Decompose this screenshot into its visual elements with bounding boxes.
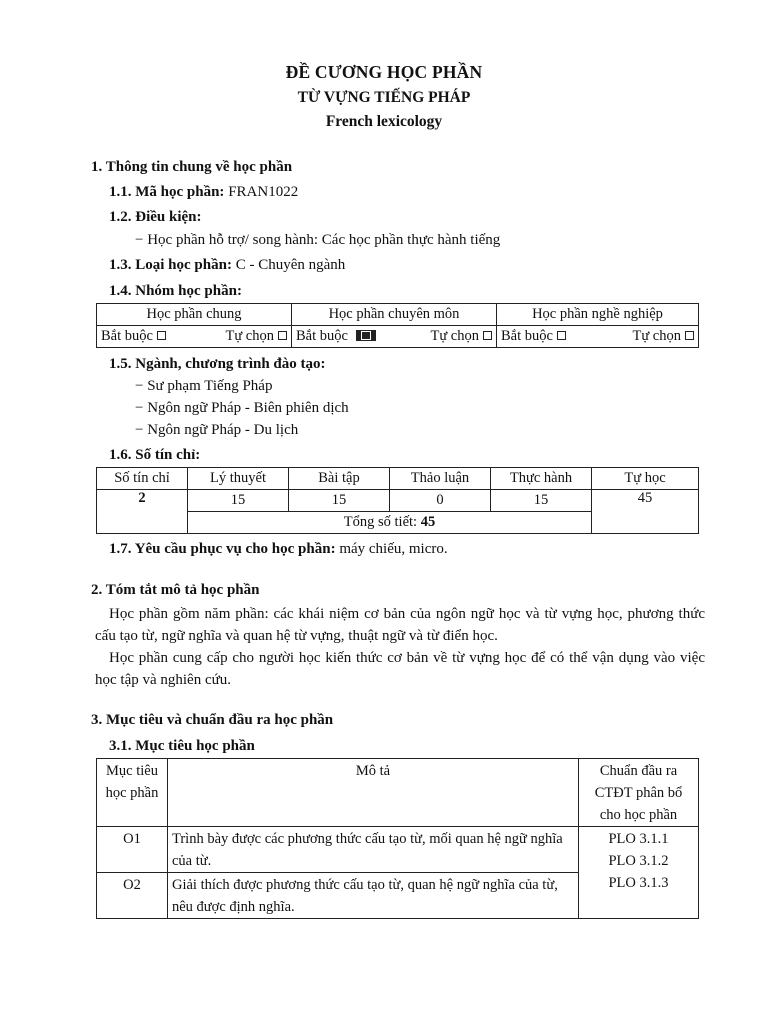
checkbox-icon[interactable]	[685, 331, 694, 340]
objective-desc: Giải thích được phương thức cấu tạo từ, quan hệ ngữ nghĩa của từ, nêu được định nghĩa.	[168, 873, 579, 919]
exercise-value: 15	[289, 490, 390, 512]
practice-value: 15	[491, 490, 592, 512]
course-group-label: 1.4. Nhóm học phần:	[109, 283, 242, 299]
objectives-table	[96, 758, 699, 919]
course-type-value: C - Chuyên ngành	[235, 257, 346, 273]
plo-item: PLO 3.1.1	[608, 831, 669, 847]
program-item: − Ngôn ngữ Pháp - Du lịch	[135, 422, 299, 438]
required-label: Bắt buộc	[501, 328, 553, 344]
program-item: − Sư phạm Tiếng Pháp	[135, 378, 273, 394]
objectives-label: 3.1. Mục tiêu học phần	[109, 738, 255, 754]
discussion-header: Thảo luận	[390, 468, 491, 490]
group-general-header: Học phần chung	[97, 304, 292, 326]
objectives-plo-header: Chuẩn đầu ra CTĐT phân bổ cho học phần	[579, 759, 699, 827]
summary-paragraph: Học phần gồm năm phần: các khái niệm cơ bản của ngôn ngữ học và từ vựng học, phương thức cấu tạo từ, ngữ nghĩa và quan hệ từ vựng, thuật ngữ và từ điển học.	[95, 606, 705, 644]
required-label: Bắt buộc	[101, 328, 153, 344]
self-study-value: 45	[592, 490, 699, 534]
objective-code: O1	[97, 827, 168, 873]
course-title-en: French lexicology	[325, 113, 443, 130]
conditions-label: 1.2. Điều kiện:	[109, 209, 202, 225]
checkbox-icon[interactable]	[483, 331, 492, 340]
group-professional-header: Học phần nghề nghiệp	[497, 304, 699, 326]
course-code-line	[109, 184, 298, 201]
document-title: ĐỀ CƯƠNG HỌC PHẦN	[285, 62, 483, 82]
required-label: Bắt buộc	[296, 328, 348, 344]
conditions-item: − Học phần hỗ trợ/ song hành: Các học phần thực hành tiếng	[135, 232, 501, 248]
objective-code: O2	[97, 873, 168, 919]
summary-paragraph: Học phần cung cấp cho người học kiến thức cơ bản về từ vựng học để có thể vận dụng vào việc học tập và nghiên cứu.	[95, 650, 705, 688]
group-specialized-options	[292, 326, 497, 348]
course-type-line	[109, 257, 345, 274]
program-item: − Ngôn ngữ Pháp - Biên phiên dịch	[135, 400, 349, 416]
course-title-vi: TỪ VỰNG TIẾNG PHÁP	[297, 89, 471, 106]
group-professional-options	[497, 326, 699, 348]
total-hours	[188, 512, 592, 534]
self-study-header: Tự học	[592, 468, 699, 490]
theory-header: Lý thuyết	[188, 468, 289, 490]
checked-box-icon[interactable]	[356, 330, 376, 341]
course-code-value: FRAN1022	[228, 184, 299, 200]
exercise-header: Bài tập	[289, 468, 390, 490]
objectives-desc-header: Mô tả	[168, 759, 579, 827]
checkbox-icon[interactable]	[157, 331, 166, 340]
credits-table	[96, 467, 699, 534]
discussion-value: 0	[390, 490, 491, 512]
objective-plos	[579, 827, 699, 919]
group-specialized-header: Học phần chuyên môn	[292, 304, 497, 326]
total-hours-value: 45	[420, 514, 436, 530]
optional-label: Tự chọn	[225, 328, 274, 344]
credits-label: 1.6. Số tín chỉ:	[109, 447, 201, 463]
checkbox-icon[interactable]	[278, 331, 287, 340]
objectives-code-header: Mục tiêu học phần	[97, 759, 168, 827]
course-group-table	[96, 303, 699, 348]
objective-desc: Trình bày được các phương thức cấu tạo từ, mối quan hệ ngữ nghĩa của từ.	[168, 827, 579, 873]
requirements-label: 1.7. Yêu cầu phục vụ cho học phần:	[109, 541, 336, 557]
theory-value: 15	[188, 490, 289, 512]
requirements-line	[109, 541, 448, 558]
course-type-label: 1.3. Loại học phần:	[109, 257, 232, 273]
section-3-heading: 3. Mục tiêu và chuẩn đầu ra học phần	[91, 712, 334, 728]
course-code-label: 1.1. Mã học phần:	[109, 184, 225, 200]
plo-item: PLO 3.1.3	[608, 875, 669, 891]
section-1-heading: 1. Thông tin chung về học phần	[91, 159, 293, 175]
programs-label: 1.5. Ngành, chương trình đào tạo:	[109, 356, 326, 372]
total-hours-label: Tổng số tiết:	[343, 514, 418, 530]
credits-header: Số tín chỉ	[97, 468, 188, 490]
practice-header: Thực hành	[491, 468, 592, 490]
section-2-heading: 2. Tóm tắt mô tả học phần	[91, 582, 260, 598]
checkbox-icon[interactable]	[557, 331, 566, 340]
group-general-options	[97, 326, 292, 348]
optional-label: Tự chọn	[430, 328, 479, 344]
credits-value: 2	[97, 490, 188, 534]
requirements-value: máy chiếu, micro.	[339, 541, 448, 557]
plo-item: PLO 3.1.2	[608, 853, 669, 869]
optional-label: Tự chọn	[632, 328, 681, 344]
